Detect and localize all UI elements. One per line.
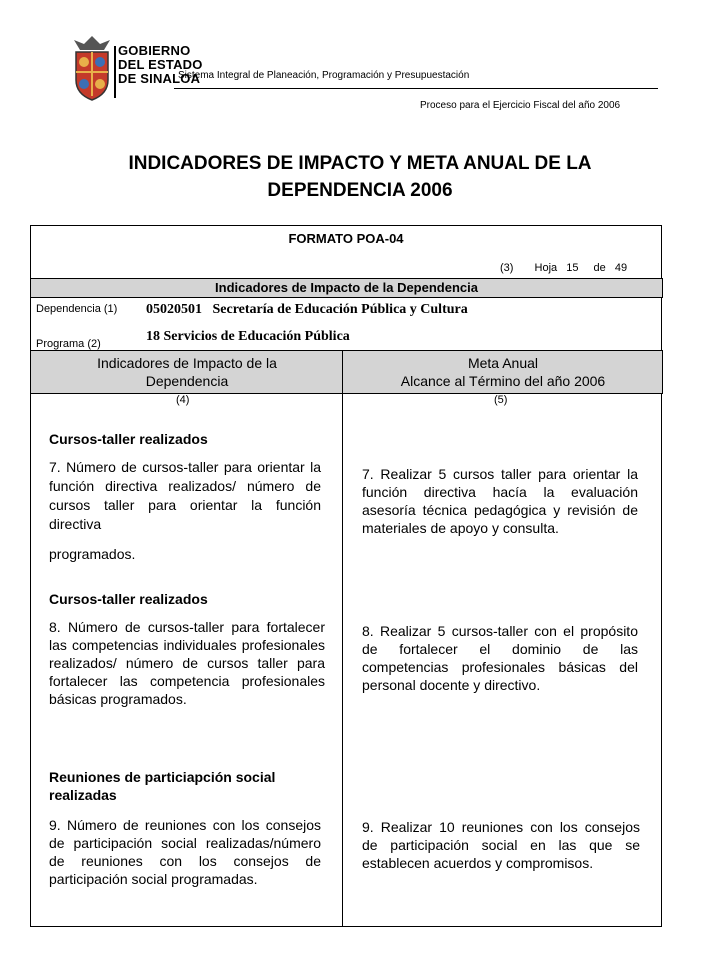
section-title: Indicadores de Impacto de la Dependencia — [30, 278, 663, 298]
sheet-ref: (3) — [500, 262, 514, 274]
programa-label: Programa (2) — [36, 338, 101, 350]
hoja-label: Hoja — [534, 262, 558, 274]
programa-value: 18 Servicios de Educación Pública — [146, 329, 350, 344]
state-seal-icon — [70, 34, 114, 102]
dependencia-label: Dependencia (1) — [36, 303, 118, 315]
indicator-text-1: 7. Número de cursos-taller para orientar la función directiva realizados/ número de cursos taller para orientar la función directiva — [49, 459, 321, 532]
title-line-2: DEPENDENCIA 2006 — [267, 180, 453, 201]
col1-header-line-2: Dependencia — [145, 373, 229, 389]
col2-number: (5) — [494, 394, 508, 406]
col1-header-line-1: Indicadores de Impacto de la — [97, 355, 277, 371]
form-top-rule — [30, 225, 662, 226]
dependencia-value: 05020501 Secretaría de Educación Pública y Cultura — [146, 302, 468, 317]
logo-line-2: DEL ESTADO — [118, 57, 203, 72]
col2-header — [343, 354, 663, 390]
col2-header-line-2: Alcance al Término del año 2006 — [400, 373, 606, 389]
indicator-title-3: Reuniones de particiapción social realizadas — [49, 769, 276, 803]
goal-text-3: 9. Realizar 10 reuniones con los consejos de participación social en las que se establecen acuerdos y compromisos. — [362, 819, 640, 871]
col1-number: (4) — [176, 394, 190, 406]
page-title — [30, 150, 690, 204]
logo-line-3: DE SINALOA — [118, 71, 201, 86]
indicator-title-2: Cursos-taller realizados — [49, 591, 208, 607]
hoja-number: 15 — [566, 262, 579, 274]
formato-label: FORMATO POA-04 — [288, 231, 404, 246]
logo-line-1: GOBIERNO — [118, 43, 191, 58]
indicator-tail-1: programados. — [49, 546, 136, 562]
column-header-band — [30, 350, 663, 394]
header-rule — [174, 88, 658, 89]
col2-header-line-1: Meta Anual — [467, 355, 539, 371]
column-divider — [342, 394, 343, 927]
process-text: Proceso para el Ejercicio Fiscal del año 2006 — [420, 100, 621, 111]
title-line-1: INDICADORES DE IMPACTO Y META ANUAL DE LA — [128, 153, 592, 174]
goal-text-1: 7. Realizar 5 cursos taller para orientar la función directiva hacía la evaluación asesoría técnica pedagógica y revisión de materiales de apoyo y consulta. — [362, 466, 638, 536]
indicator-title-1: Cursos-taller realizados — [49, 431, 208, 447]
goal-text-2: 8. Realizar 5 cursos-taller con el propósito de fortalecer el dominio de las competencias profesionales básicas del personal docente y directivo. — [362, 623, 638, 693]
de-label: de — [593, 262, 606, 274]
system-title: Sistema Integral de Planeación, Programación y Presupuestación — [178, 70, 470, 81]
col1-header — [31, 354, 343, 390]
hoja-total: 49 — [614, 262, 628, 274]
header-column-divider — [342, 350, 343, 394]
sheet-indicator — [500, 262, 633, 274]
indicator-text-2: 8. Número de cursos-taller para fortalecer las competencias individuales profesionales realizados/ número de cursos taller para fortalecer las competencia profesionales básicas programados. — [49, 619, 325, 707]
indicator-text-3: 9. Número de reuniones con los consejos de participación social realizadas/número de reuniones con los consejos de participación social programadas. — [49, 817, 321, 887]
